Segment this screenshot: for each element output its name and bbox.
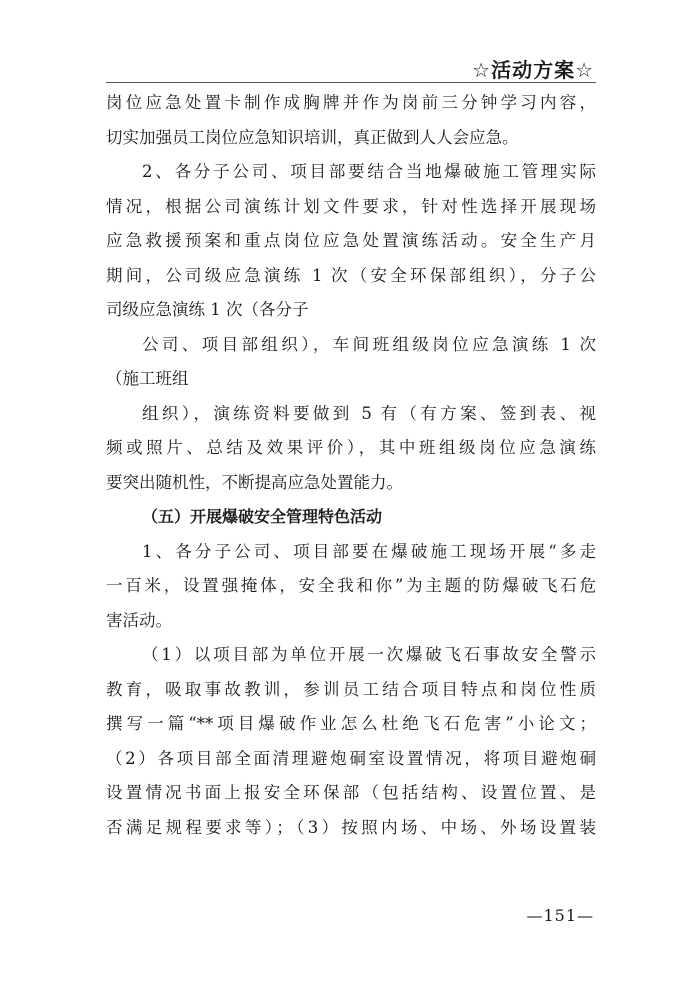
body-line: 切实加强员工岗位应急知识培训，真正做到人人会应急。 bbox=[106, 127, 519, 147]
body-line: 期间，公司级应急演练 1 次（安全环保部组织），分子公 bbox=[106, 265, 596, 285]
body-line: 情况，根据公司演练计划文件要求，针对性选择开展现场 bbox=[106, 196, 596, 216]
body-line: 害活动。 bbox=[106, 610, 172, 630]
body-line: 一百米，设置强掩体，安全我和你”为主题的防爆破飞石危 bbox=[106, 576, 596, 595]
body-line: 司级应急演练 1 次（各分子 bbox=[106, 300, 309, 319]
body-line: 岗位应急处置卡制作成胸牌并作为岗前三分钟学习内容， bbox=[106, 93, 596, 112]
body-line: 应急救援预案和重点岗位应急处置演练活动。安全生产月 bbox=[106, 231, 596, 250]
body-line: 频或照片、总结及效果评价），其中班组级岗位应急演练 bbox=[106, 438, 596, 457]
body-line: 公司、项目部组织），车间班组级岗位应急演练 1 次 bbox=[142, 334, 596, 354]
header-divider bbox=[106, 82, 596, 83]
body-line: （施工班组 bbox=[106, 369, 189, 388]
page-number: —151— bbox=[526, 906, 594, 925]
body-line: （2）各项目部全面清理避炮硐室设置情况，将项目避炮硐 bbox=[106, 748, 596, 768]
body-line: 2、各分子公司、项目部要结合当地爆破施工管理实际 bbox=[142, 162, 596, 181]
page-header-title: ☆活动方案☆ bbox=[472, 58, 594, 82]
body-line: 撰写一篇“**项目爆破作业怎么杜绝飞石危害”小论文； bbox=[106, 714, 596, 733]
body-line: 设置情况书面上报安全环保部（包括结构、设置位置、是 bbox=[106, 783, 596, 802]
body-line: 教育，吸取事故教训，参训员工结合项目特点和岗位性质 bbox=[106, 679, 596, 699]
document-body bbox=[106, 86, 596, 845]
body-line: 否满足规程要求等）；（3）按照内场、中场、外场设置装 bbox=[106, 817, 596, 837]
body-line: 1、各分子公司、项目部要在爆破施工现场开展“多走 bbox=[142, 541, 596, 561]
section-heading: （五）开展爆破安全管理特色活动 bbox=[142, 507, 383, 526]
body-line: （1）以项目部为单位开展一次爆破飞石事故安全警示 bbox=[142, 645, 596, 664]
body-line: 要突出随机性，不断提高应急处置能力。 bbox=[106, 472, 403, 492]
body-line: 组织），演练资料要做到 5 有（有方案、签到表、视 bbox=[142, 403, 596, 423]
